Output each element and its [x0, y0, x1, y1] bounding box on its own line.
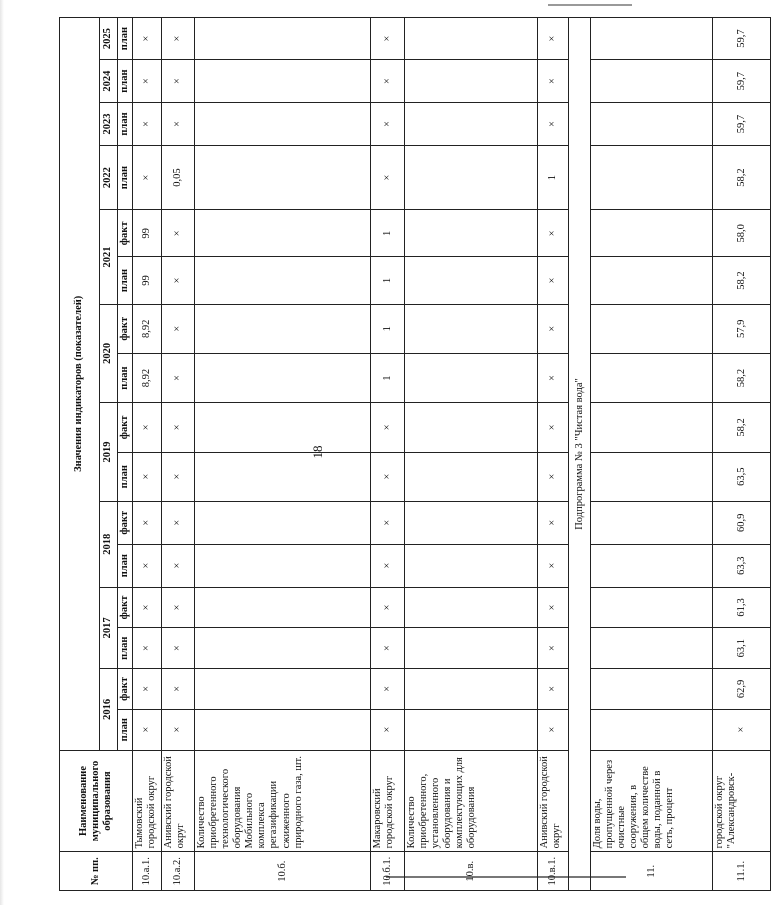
- subheader-cell: план: [118, 18, 133, 60]
- value-cell: [195, 257, 371, 304]
- value-cell: [195, 60, 371, 103]
- year-2021: 2021: [100, 210, 118, 304]
- subheader-cell: план: [118, 353, 133, 402]
- row-name: Макаровский городской округ: [371, 750, 405, 852]
- row-number: 10.а.2.: [162, 852, 195, 891]
- scan-top-line: [548, 4, 632, 6]
- value-cell: ×: [371, 103, 405, 146]
- row-number: 10.а.1.: [133, 852, 162, 891]
- table-body-bottom: [591, 18, 771, 891]
- year-2022: 2022: [100, 145, 118, 209]
- value-cell: [591, 587, 713, 628]
- value-cell: ×: [133, 587, 162, 628]
- value-cell: ×: [371, 669, 405, 710]
- value-cell: ×: [162, 257, 195, 304]
- row-name: Тымовский городской округ: [133, 750, 162, 852]
- subheader-cell: план: [118, 257, 133, 304]
- value-cell: [405, 452, 538, 501]
- scan-edge: [0, 0, 4, 905]
- year-2020: 2020: [100, 304, 118, 403]
- value-cell: ×: [162, 669, 195, 710]
- value-cell: ×: [133, 103, 162, 146]
- value-cell: 58,0: [713, 210, 771, 257]
- subheader-cell: план: [118, 145, 133, 209]
- row-name: Анивский городской округ: [538, 750, 569, 852]
- row-name: Количество приобретенного технологического оборудования Мобильного комплекса регазификации сжиженного природного газа, шт.: [195, 750, 371, 852]
- value-cell: [195, 353, 371, 402]
- table-row: [538, 18, 569, 891]
- table-row: [371, 18, 405, 891]
- value-cell: 58,2: [713, 145, 771, 209]
- value-cell: ×: [538, 709, 569, 750]
- value-cell: [405, 501, 538, 544]
- value-cell: [195, 709, 371, 750]
- value-cell: ×: [371, 544, 405, 587]
- value-cell: [405, 353, 538, 402]
- row-number: 10.в.1.: [538, 852, 569, 891]
- value-cell: ×: [162, 501, 195, 544]
- value-cell: 1: [371, 304, 405, 353]
- value-cell: [195, 587, 371, 628]
- value-cell: 1: [371, 257, 405, 304]
- table-row: [162, 18, 195, 891]
- subheader-cell: факт: [118, 501, 133, 544]
- value-cell: [405, 709, 538, 750]
- page-number: 18: [310, 445, 325, 459]
- value-cell: ×: [538, 353, 569, 402]
- value-cell: ×: [538, 628, 569, 669]
- value-cell: ×: [162, 544, 195, 587]
- value-cell: ×: [371, 403, 405, 452]
- year-2024: 2024: [100, 60, 118, 103]
- value-cell: [591, 628, 713, 669]
- value-cell: ×: [162, 628, 195, 669]
- value-cell: ×: [133, 669, 162, 710]
- year-2016: 2016: [100, 669, 118, 750]
- value-cell: [195, 628, 371, 669]
- value-cell: 59,7: [713, 18, 771, 60]
- value-cell: [195, 501, 371, 544]
- value-cell: [405, 210, 538, 257]
- document-page: [59, 17, 747, 891]
- subprogram-section: [569, 18, 591, 891]
- value-cell: [195, 304, 371, 353]
- value-cell: [405, 145, 538, 209]
- value-cell: 63,5: [713, 452, 771, 501]
- value-cell: ×: [133, 501, 162, 544]
- value-cell: [405, 669, 538, 710]
- row-number: 11.: [591, 852, 713, 891]
- value-cell: ×: [162, 210, 195, 257]
- value-cell: 58,2: [713, 257, 771, 304]
- subheader-cell: факт: [118, 403, 133, 452]
- value-cell: 59,7: [713, 103, 771, 146]
- value-cell: [405, 304, 538, 353]
- value-cell: ×: [371, 452, 405, 501]
- row-number: 10.б.1.: [371, 852, 405, 891]
- value-cell: ×: [162, 587, 195, 628]
- value-cell: ×: [162, 353, 195, 402]
- value-cell: [591, 452, 713, 501]
- value-cell: [405, 403, 538, 452]
- header-num: № пп.: [60, 852, 133, 891]
- value-cell: 59,7: [713, 60, 771, 103]
- value-cell: [591, 304, 713, 353]
- table-row: [405, 18, 538, 891]
- value-cell: ×: [133, 403, 162, 452]
- value-cell: ×: [538, 452, 569, 501]
- value-cell: 0,05: [162, 145, 195, 209]
- value-cell: 63,1: [713, 628, 771, 669]
- year-2018: 2018: [100, 501, 118, 587]
- value-cell: ×: [162, 103, 195, 146]
- header-name: Наименование муниципального образования: [60, 750, 133, 852]
- value-cell: ×: [371, 709, 405, 750]
- value-cell: 60,9: [713, 501, 771, 544]
- value-cell: 1: [371, 353, 405, 402]
- indicators-table: [59, 17, 771, 891]
- value-cell: ×: [538, 257, 569, 304]
- value-cell: ×: [162, 60, 195, 103]
- value-cell: [195, 210, 371, 257]
- table-row: [591, 18, 713, 891]
- value-cell: ×: [538, 403, 569, 452]
- value-cell: 1: [538, 145, 569, 209]
- year-2025: 2025: [100, 18, 118, 60]
- subheader-cell: факт: [118, 304, 133, 353]
- value-cell: [591, 709, 713, 750]
- value-cell: 1: [371, 210, 405, 257]
- value-cell: [591, 544, 713, 587]
- value-cell: ×: [538, 210, 569, 257]
- value-cell: ×: [133, 628, 162, 669]
- table-row: [195, 18, 371, 891]
- value-cell: ×: [133, 452, 162, 501]
- value-cell: [591, 501, 713, 544]
- subheader-cell: план: [118, 709, 133, 750]
- value-cell: 58,2: [713, 403, 771, 452]
- subheader-cell: факт: [118, 587, 133, 628]
- subheader-cell: план: [118, 544, 133, 587]
- value-cell: ×: [162, 304, 195, 353]
- value-cell: ×: [371, 145, 405, 209]
- value-cell: ×: [133, 145, 162, 209]
- value-cell: ×: [162, 452, 195, 501]
- table-row: [713, 18, 771, 891]
- value-cell: [591, 103, 713, 146]
- value-cell: ×: [133, 709, 162, 750]
- value-cell: ×: [162, 403, 195, 452]
- value-cell: [405, 60, 538, 103]
- value-cell: ×: [538, 544, 569, 587]
- value-cell: 8,92: [133, 304, 162, 353]
- rotated-table-wrapper: [59, 17, 747, 891]
- value-cell: 58,2: [713, 353, 771, 402]
- header-values: Значения индикаторов (показателей): [60, 18, 100, 751]
- value-cell: [195, 669, 371, 710]
- value-cell: ×: [538, 18, 569, 60]
- row-number: 11.1.: [713, 852, 771, 891]
- value-cell: [591, 210, 713, 257]
- row-name: городской округ "Александровск-: [713, 750, 771, 852]
- year-2017: 2017: [100, 587, 118, 668]
- value-cell: ×: [133, 60, 162, 103]
- value-cell: [195, 403, 371, 452]
- value-cell: 62,9: [713, 669, 771, 710]
- subheader-cell: факт: [118, 210, 133, 257]
- value-cell: ×: [538, 103, 569, 146]
- value-cell: ×: [538, 304, 569, 353]
- value-cell: ×: [162, 18, 195, 60]
- year-2023: 2023: [100, 103, 118, 146]
- subheader-cell: план: [118, 60, 133, 103]
- table-row: [133, 18, 162, 891]
- subheader-cell: план: [118, 452, 133, 501]
- value-cell: [405, 544, 538, 587]
- value-cell: [195, 103, 371, 146]
- value-cell: ×: [371, 587, 405, 628]
- value-cell: ×: [162, 709, 195, 750]
- value-cell: [591, 60, 713, 103]
- value-cell: [591, 18, 713, 60]
- value-cell: ×: [538, 60, 569, 103]
- value-cell: 61,3: [713, 587, 771, 628]
- value-cell: ×: [538, 501, 569, 544]
- value-cell: ×: [713, 709, 771, 750]
- year-2019: 2019: [100, 403, 118, 502]
- value-cell: ×: [133, 18, 162, 60]
- value-cell: [591, 353, 713, 402]
- subheader-cell: план: [118, 628, 133, 669]
- value-cell: 99: [133, 210, 162, 257]
- value-cell: ×: [371, 18, 405, 60]
- value-cell: [591, 669, 713, 710]
- value-cell: [405, 628, 538, 669]
- value-cell: ×: [371, 501, 405, 544]
- value-cell: ×: [538, 669, 569, 710]
- value-cell: 99: [133, 257, 162, 304]
- value-cell: [405, 587, 538, 628]
- subheader-cell: факт: [118, 669, 133, 710]
- value-cell: ×: [133, 544, 162, 587]
- value-cell: ×: [371, 628, 405, 669]
- value-cell: [195, 452, 371, 501]
- row-number: 10.б.: [195, 852, 371, 891]
- value-cell: 63,3: [713, 544, 771, 587]
- subprogram-title: Подпрограмма № 3 "Чистая вода": [569, 18, 591, 891]
- value-cell: [195, 18, 371, 60]
- value-cell: ×: [538, 587, 569, 628]
- value-cell: [591, 403, 713, 452]
- row-name: Количество приобретенного, установленного оборудования и комплектующих для оборудования: [405, 750, 538, 852]
- row-name: Доля воды, пропущенной через очистные сооружения, в общем количестве воды, поданной в сеть, процент: [591, 750, 713, 852]
- value-cell: 57,9: [713, 304, 771, 353]
- value-cell: [405, 257, 538, 304]
- value-cell: 8,92: [133, 353, 162, 402]
- row-number: 10.в.: [405, 852, 538, 891]
- value-cell: ×: [371, 60, 405, 103]
- value-cell: [405, 18, 538, 60]
- row-name: Анивский городской округ: [162, 750, 195, 852]
- value-cell: [591, 145, 713, 209]
- value-cell: [195, 544, 371, 587]
- value-cell: [405, 103, 538, 146]
- value-cell: [591, 257, 713, 304]
- table-body-top: [133, 18, 569, 891]
- value-cell: [195, 145, 371, 209]
- subheader-cell: план: [118, 103, 133, 146]
